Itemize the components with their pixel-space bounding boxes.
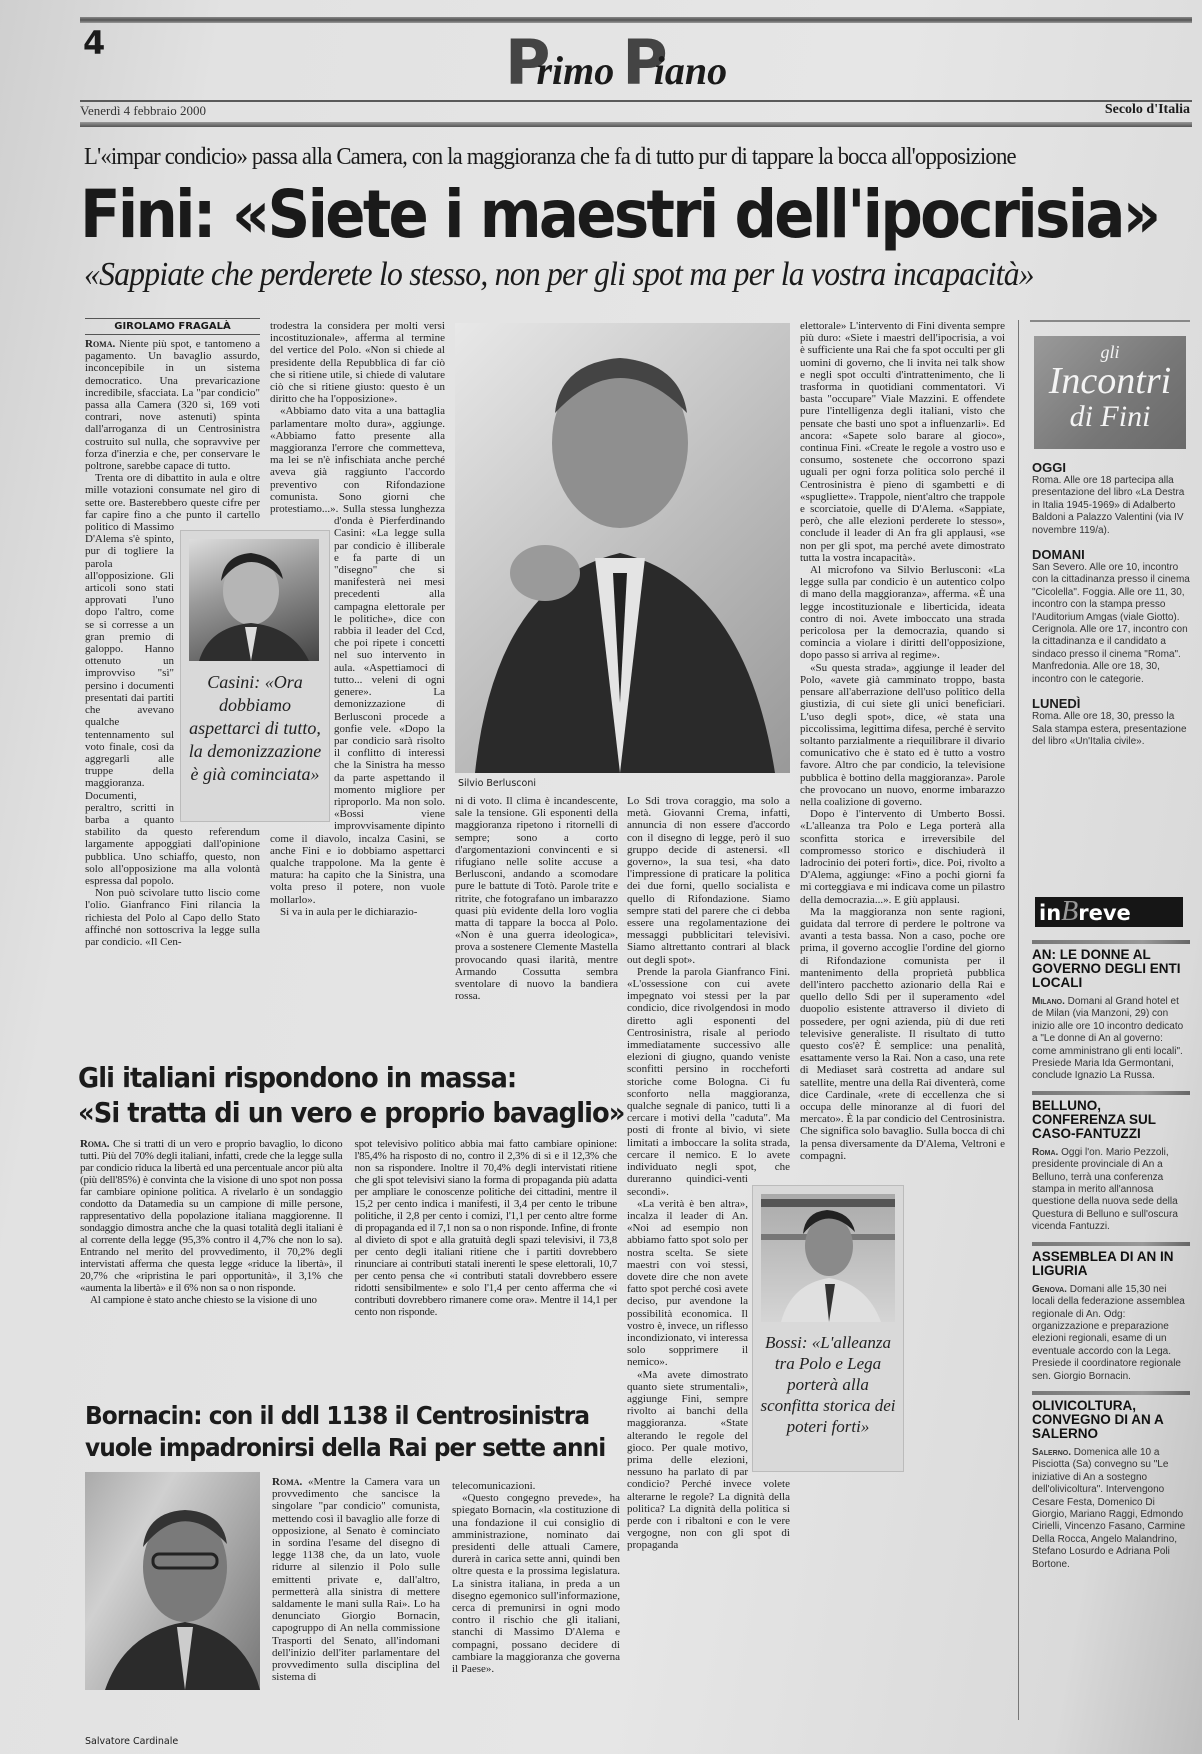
brief-divider xyxy=(1032,1091,1190,1095)
bornacin-col1: Roma. «Mentre la Camera vara un provvedimento che sancisce la singolare "par condicio" comunista, mettendo così il bavaglio alle forze di opposizione, al Senato è cominciato in sordina l'esame del disegno di legge 1138 che, da un lato, vuole ridurre al silenzio il Polo sulle emittenti private e, dall'altro, permetterà alla sinistra di mettere saldamente le mani sulla Rai». Lo ha denunciato Giorgio Bornacin, capogruppo di An nella commissione Trasporti del Senato, all'indomani dell'inizio dell'iter parlamentare del provvedimento sulla disciplina del sistema di xyxy=(272,1476,440,1684)
brief-divider xyxy=(1032,1242,1190,1246)
schedule-item: DOMANI San Severo. Alle ore 10, incontro con la cittadinanza presso il cinema "Cicolella". Foggia. Alle ore 11, 30, incontro con la stampa presso l'Auditorium Amgas (viale Giotto). Cerignola. Alle ore 17, incontro con la cittadinanza e il candidato a sindaco presso il cinema "Roma". Manfredonia. Alle ore 18, 30, incontro con le categorie. xyxy=(1032,547,1190,685)
in-breve-logo: inBreve xyxy=(1035,897,1183,927)
brief-item: BELLUNO, CONFERENZA SUL CASO-FANTUZZI Roma. Oggi l'on. Mario Pezzoli, presidente provinciale di An a Belluno, terrà una conferenza stampa in merito all'annosa questione della nuova sede della Questura di Belluno e sull'oscura vicenda Fantuzzi. xyxy=(1032,1091,1190,1234)
bossi-photo-box xyxy=(752,1185,904,1472)
sidebar-divider xyxy=(1018,320,1019,1720)
bossi-quote: Bossi: «L'alleanza tra Polo e Lega porterà alla sconfitta storica dei poteri forti» xyxy=(760,1333,896,1436)
top-rule xyxy=(80,17,1192,23)
brief-item: OLIVICOLTURA, CONVEGNO DI AN A SALERNO Salerno. Domenica alle 10 a Pisciotta (Sa) convegno su "Le iniziative di An a sostegno dell'olivicoltura". Intervengono Cesare Festa, Domenico Di Giorgio, Mariano Raggi, Edmondo Cirielli, Vincenzo Fasano, Carmine Della Rocca, Angelo Malandrino, Stefano Losurdo e Adriana Poli Bortone. xyxy=(1032,1391,1190,1571)
briefs-list xyxy=(1032,932,1190,1571)
brief-item: ASSEMBLEA DI AN IN LIGURIA Genova. Domani alle 15,30 nei locali della federazione assemblea regionale di An. Odg: organizzazione e preparazione elezioni regionali, esame di un eventuale accordo con la Lega. Presiede il coordinatore regionale sen. Giorgio Bornacin. xyxy=(1032,1242,1190,1383)
cardinale-photo xyxy=(85,1472,260,1690)
incontri-di-fini-logo: gli Incontri di Fini xyxy=(1034,336,1186,449)
newspaper-name: Secolo d'Italia xyxy=(1104,102,1190,117)
header-rule-bottom xyxy=(80,122,1192,127)
sidebar-top-rule xyxy=(1030,320,1190,322)
casini-photo xyxy=(189,539,319,661)
fini-schedule xyxy=(1032,460,1190,748)
header-rule xyxy=(80,100,1192,102)
page-number: 4 xyxy=(83,24,106,62)
survey-headline: Gli italiani rispondono in massa: «Si tratta di un vero e proprio bavaglio» xyxy=(78,1061,625,1129)
survey-col1: Roma. Che si tratti di un vero e proprio bavaglio, lo dicono tutti. Più del 70% degli italiani, infatti, crede che la legge sulla par condicio riduca la libertà ed una percentuale ancor più alta (più dell'85%) è convinta che la visione di uno spot non possa far cambiare opinione politica. A rivelarlo è un sondaggio condotto da Datamedia su un campione di mille persone, rappresentativo della popolazione italiana maggiorenne. Il sondaggio dimostra anche che la quasi totalità degli italiani è al corrente della legge (95,3% contro il 4,7% che non lo sa). Entrando nel merito del provvedimento, il 70,2% degli intervistati afferma che questa legge «riduce la libertà», il 20,7% che «ripristina le pari opportunità», il 3,1% che «aumenta la libertà» e il 6% non sa o non risponde. Al campione è stato anche chiesto se la visione di uno xyxy=(80,1138,343,1306)
main-article-col4: Lo Sdi trova coraggio, ma solo a metà. Giovanni Crema, infatti, annuncia di non essere d'accordo con il disegno di legge, però il suo gruppo decide di astenersi. «Il governo», la sua tesi, «ha dato l'impressione di praticare la politica dei due forni, quello socialista e quello di Rifondazione. Siamo sempre stati del parere che ci debba essere una regolamentazione dei messaggi pubblicitari televisivi. Siamo altrettanto contrari al black out degli spot». Prende la parola Gianfranco Fini. «L'ossessione con cui avete impegnato voi stessi per la par condicio, dice rivolgendosi in modo diretto agli esponenti del Centrosinistra, risale al periodo immediatamente successivo alle elezioni di giugno, quando veniste sconfitti persino in roccheforti storiche come Bologna. Ci fu sconforto nella maggioranza, qualche segnale di panico, tutti lì a cercare i motivi della "caduta". Ma posti di fronte al bivio, vi siete limitati a imboccare la solita strada, cercare il nemico. E lo avete individuato negli spot, che dureranno quindici-venti secondi». «La verità è ben altra», incalza il leader di An. «Noi ad esempio non abbiamo fatto spot solo per nostra scelta. Se siete maestri con voi stessi, dovete dire che non avete fatto spot perché così avete deciso, pur avendone la possibilità economica. Il vostro è, invece, un riflesso incondizionato, vi interessa solo sopprimere il nemico». «Ma avete dimostrato quanto siete strumentali», aggiunge Fini, sempre rivolto ai banchi della maggioranza. «State alterando le regole del gioco. Per quale motivo, prima delle elezioni, nessuno ha parlato di par condicio? Perché invece volete alterarne le regole? La dignità della politica? La dignità della politica si perde con i ribaltoni e con le vere vergogne, non con gli spot di propaganda xyxy=(627,795,790,1552)
survey-col2: spot televisivo politico abbia mai fatto cambiare opinione: l'85,4% ha risposto di no, contro il 2,3% di sì e il 12,3% che non sa rispondere. Inoltre il 70,4% degli intervistati ritiene che gli spot televisivi siano la forma di propaganda più adatta per ampliare le conoscenze politiche dei cittadini, mentre il 15,2 per cento indica i manifesti, il 3,4 per cento le tribune politiche, il 2,8 per cento i comizi, l'1,1 per cento altre forme di propaganda ed il 7,1 non sa o non risponde. Infine, di fronte al divieto di spot e alla gratuità degli spazi televisivi, il 73,8 per cento degli italiani ritiene che i partiti dovrebbero rinunciare ai contributi statali inerenti le spese elettorali, 10,7 per cento pensa che «i contributi statali dovrebbero essere ridotti sensibilmente» e solo l'1,4 per cento afferma che «i contributi dovrebbero rimanere come ora». Mentre il 14,1 per cento non risponde. xyxy=(354,1138,617,1318)
main-headline: Fini: «Siete i maestri dell'ipocrisia» xyxy=(80,176,1159,253)
brief-divider xyxy=(1032,940,1190,944)
main-article-col2: trodestra la considera per molti versi incostituzionale», afferma al termine del vertice del Polo. «Non si chiede al presidente della Repubblica di far ciò che si ritiene utile, si chiede di valutare ciò che si ritiene giusto: questo è un diritto che ha l'opposizione». «Abbiamo dato vita a una battaglia parlamentare molto dura», aggiunge. «Abbiamo fatto presente alla maggioranza l'errore che commetteva, ma lei se n'è infischiata anche perché aveva già raggiunto l'accordo preventivo con Rifondazione comunista. Sono giorni che protestiamo...». Sulla stessa lunghezza d'onda è Pierferdinando Casini: «La legge sulla par condicio è illiberale e fa parte di un "disegno" che si manifesterà nei mesi precedenti alla campagna elettorale per le politiche», dice con rabbia il leader del Ccd, che poi ripete i concetti nel suo intervento in aula. «Aspettiamoci di tutto... veleni di ogni genere». La demonizzazione di Berlusconi procede a gonfie vele. «Dopo la par condicio sarà risolto il conflitto di interessi che la Sinistra ha messo da parte aspettando il momento migliore per riproporlo. Ma non solo. «Bossi viene improvvisamente dipinto come il diavolo, incalza Casini, se anche Fini e io dobbiamo aspettarci qualche trappolone. Ma la gente è matura: ha capito che la Sinistra, una volta preso il potere, non vuole mollarlo». Si va in aula per le dichiarazio- xyxy=(270,320,445,918)
cardinale-photo-caption: Salvatore Cardinale xyxy=(85,1736,179,1747)
schedule-item: LUNEDÌ Roma. Alle ore 18, 30, presso la Sala stampa estera, presentazione del libro «Un'Italia civile». xyxy=(1032,696,1187,747)
berlusconi-photo xyxy=(455,323,790,773)
survey-body xyxy=(80,1138,617,1318)
bornacin-headline: Bornacin: con il ddl 1138 il Centrosinistra vuole impadronirsi della Rai per sette anni xyxy=(85,1401,606,1462)
issue-date: Venerdì 4 febbraio 2000 xyxy=(80,103,206,118)
brief-item: AN: LE DONNE AL GOVERNO DEGLI ENTI LOCALI Milano. Domani al Grand hotel et de Milan (via Manzoni, 29) con inizio alle ore 10 incontro dedicato a "Le donne di An al governo: come amministrano gli enti locali". Presiede Maria Ida Germontani, conclude Ignazio La Russa. xyxy=(1032,940,1190,1083)
berlusconi-photo-caption: Silvio Berlusconi xyxy=(458,778,536,789)
byline: GIROLAMO FRAGALÀ xyxy=(85,318,260,335)
schedule-item: OGGI Roma. Alle ore 18 partecipa alla presentazione del libro «La Destra in Italia 1945-1969» di Adalberto Baldoni a Palazzo Valentini (via IV novembre 119/a). xyxy=(1032,460,1185,536)
brief-divider xyxy=(1032,1391,1190,1395)
casini-photo-box xyxy=(180,530,330,822)
kicker: L'«impar condicio» passa alla Camera, con la maggioranza che fa di tutto pur di tappare la bocca all'opposizione xyxy=(84,143,1016,170)
bossi-photo xyxy=(761,1194,895,1322)
section-masthead: Primo Piano xyxy=(505,26,728,99)
casini-quote: Casini: «Ora dobbiamo aspettarci di tutto, la demonizzazione è già cominciata» xyxy=(188,672,322,784)
main-article-col3: ni di voto. Il clima è incandescente, sale la tensione. Gli esponenti della maggioranza ripetono i ritornelli di sempre; sono a corto d'argomentazioni convincenti e si rifugiano nelle solite accuse a Berlusconi, andando a scomodare pure le battute di Totò. Parole trite e ritrite, che fotografano un imbarazzo quasi più evidente della loro voglia matta di tappare la bocca al Polo. «Non è una guerra ideologica», prova a sostenere Clemente Mastella provocando quasi ilarità, mentre Armando Cossutta sembra sventolare di nuovo la bandiera rossa. xyxy=(455,795,618,1003)
bornacin-col2: telecomunicazioni. «Questo congegno prevede», ha spiegato Bornacin, «la costituzione di una fondazione il cui consiglio di amministrazione, nominato dai presidenti delle attuali Camere, durerà in carica sette anni, quindi ben oltre questa e la prossima legislatura. La sinistra italiana, in preda a un disegno egemonico sull'informazione, cerca di premunirsi in ogni modo contro il rischio che gli italiani, stanchi di Massimo D'Alema e compagni, possano decidere di cambiare la maggioranza che governa il Paese». xyxy=(452,1480,620,1676)
main-article-col1: Roma. Niente più spot, e tantomeno a pagamento. Un bavaglio assurdo, inconcepibile in un sistema democratico. Una prevaricazione incredibile, sfacciata. La "par condicio" passa alla Camera (320 sì, 169 voti contrari, nove astenuti) spinta dall'arroganza di un Centrosinistra costruito sul nulla, che sopravvive per forza d'inerzia e che, per conservare le poltrone, sarebbe capace di tutto. Trenta ore di dibattito in aula e oltre mille votazioni consumate nel giro di sette ore. Basterebbero queste cifre per far capire fino a che punto il cartello politico di Massimo D'Alema s'è spinto, pur di togliere la parola all'opposizione. Gli articoli sono stati approvati l'uno dopo l'altro, come se si corresse a un gran premio di galoppo. Hanno ottenuto un improvviso "sì" persino i documenti presentati dai partiti che avevano qualche tentennamento sul voto finale, così da aggregarli alle truppe della maggioranza. Documenti, peraltro, scritti in barba a quanto stabilito da questo referendum largamente appoggiati dall'opinione pubblica. Uno schiaffo, questo, non solo all'opposizione ma alla volontà espressa dal popolo. Non può scivolare tutto liscio come l'olio. Gianfranco Fini rilancia la richiesta del Polo al Capo dello Stato affinché non sottoscriva la legge sulla par condicio. «Il Cen- xyxy=(85,338,260,948)
main-article-col5: elettorale» L'intervento di Fini diventa sempre più duro: «Siete i maestri dell'ipocrisia, a voi è sufficiente una Rai che fa spot occulti per gli uomini di governo, che li invita nei talk show e negli spot occulti d'intrattenimento, che li trasforma in quotidiani commentatori. Vi basta "occupare" Viale Mazzini. E offendete pure l'intelligenza degli italiani, visto che pensate che basti uno spot a influenzarli». Ed ancora: «Sapete solo barare al gioco», continua Fini. «Create le regole a vostro uso e consumo, sostenete che occorrono spazi uguali per ogni forza politica solo perché il Centrosinistra è pieno di sgambetti e di «spugliette». Trappole, nient'altro che trappole e scorciatoie, quelle di D'Alema. «Sappiate, però, che alle elezioni perderete lo stesso», conclude il leader di An fra gli applausi, «se non per gli spot, ma perché avete dimostrato tutta la vostra incapacità». Al microfono va Silvio Berlusconi: «La legge sulla par condicio è un autentico colpo di mano della maggioranza», afferma. «È una legge incostituzionale e liberticida, ideata contro di noi. Avete imboccato una strada pericolosa per la democrazia, quando si comincia a violare i diritti dell'opposizione, dopo passo si arriva al regime». «Su questa strada», aggiunge il leader del Polo, «avete già camminato troppo, basta pensare all'aberrazione dell'uso politico della giustizia, di cui siete gli unici beneficiari. L'uso degli spot», dice, «è stata una piccolissima, legittima difesa, perché è servito soltanto parzialmente a riequilibrare il divario comunicativo che è stato ed è tutto a vostro favore. Altro che par condicio, la televisione pubblica è bottino della maggioranza». Parole che provocano un nuovo, enorme imbarazzo nella coalizione di governo. Dopo è l'intervento di Umberto Bossi. «L'alleanza tra Polo e Lega porterà alla sconfitta storica e irreversibile del compromesso storico e dischiuderà il ladrocinio dei poteri forti», dice. Poi, rivolto a D'Alema, aggiunge: «Fino a pochi giorni fa mi corteggiava e mi indicava come un pilastro della democrazia...». E giù applausi. Ma la maggioranza non sente ragioni, guidata dal terrore di perdere le poltrone va avanti a testa bassa. Non a caso, poche ore prima, il governo accoglie l'ordine del giorno di Rifondazione comunista per il mantenimento della proprietà pubblica dell'intero pacchetto azionario della Rai e quello dello Sdi per il superamento «del duopolio esistente attraverso il divieto di possedere, per ogni azienda, più di due reti televisive generaliste. Il risultato di tutto questo cos'è? È semplice: una penalità, esattamente verso la Rai. Non a caso, una rete di Mediaset sarà costretta ad andare sul satellite, mentre una della Rai diventerà, come dice Cardinale, «rete di eccellenza che si occupa delle minoranze al di fuori del mercato». È la par condicio del Centrosinistra. Che significa solo bavaglio. Sulla bocca di chi la pensa diversamente da D'Alema, Veltroni e compagni. xyxy=(800,320,1005,1475)
subheadline: «Sappiate che perderete lo stesso, non per gli spot ma per la vostra incapacità» xyxy=(84,256,1034,293)
